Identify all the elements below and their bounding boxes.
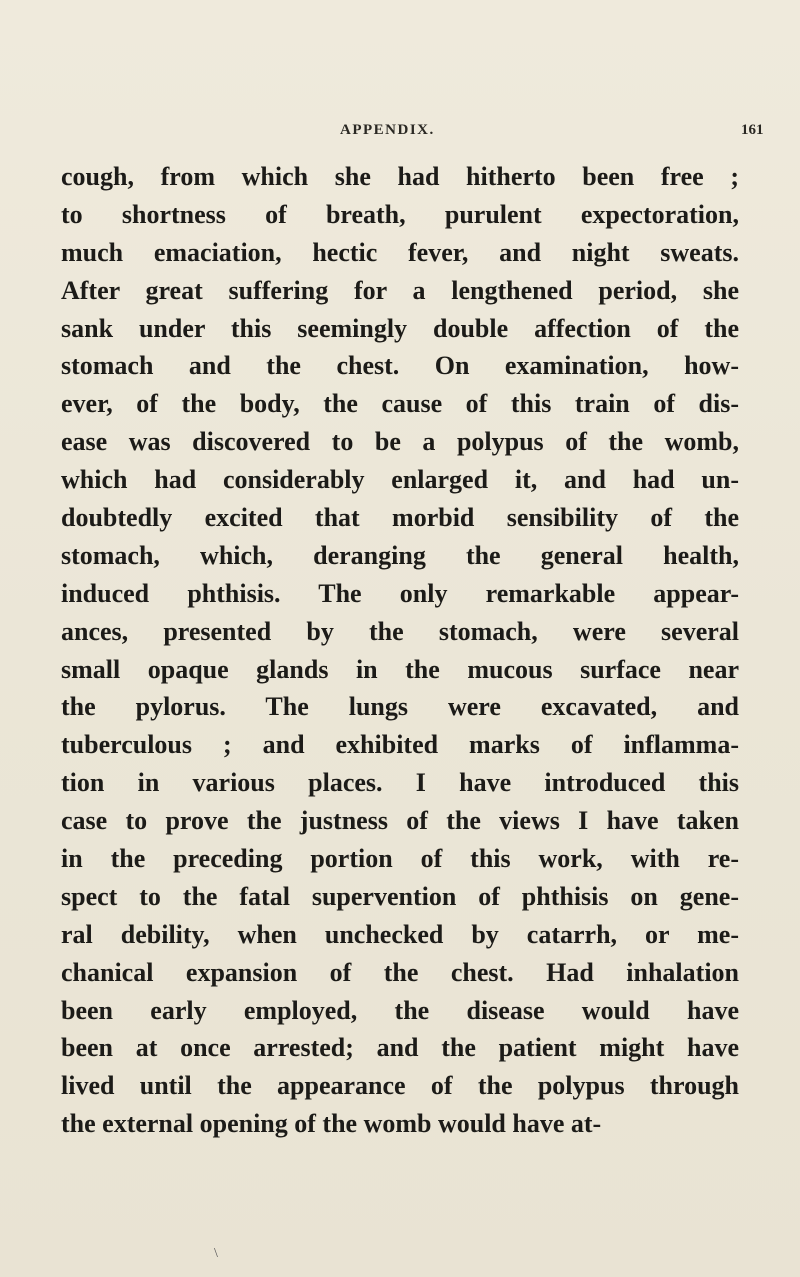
footer-mark: \ xyxy=(214,1246,218,1261)
text-line: chanical expansion of the chest. Had inhalation xyxy=(61,957,739,987)
text-line: ease was discovered to be a polypus of the womb, xyxy=(61,427,739,457)
text-line: to shortness of breath, purulent expectoration, xyxy=(61,199,739,229)
text-line: the external opening of the womb would have at- xyxy=(61,1109,602,1139)
text-line: tion in various places. I have introduced this xyxy=(61,768,739,798)
text-line: sank under this seemingly double affection of the xyxy=(61,313,739,343)
text-line: been early employed, the disease would have xyxy=(61,995,739,1025)
text-line: ances, presented by the stomach, were several xyxy=(61,616,739,646)
text-line: case to prove the justness of the views I have taken xyxy=(61,806,739,836)
text-line: doubtedly excited that morbid sensibility of the xyxy=(61,503,739,533)
page-number: 161 xyxy=(741,122,764,138)
text-line: ral debility, when unchecked by catarrh, or me- xyxy=(61,919,739,949)
text-line: induced phthisis. The only remarkable appear- xyxy=(61,578,739,608)
text-line: in the preceding portion of this work, with re- xyxy=(61,844,739,874)
text-line: After great suffering for a lengthened period, she xyxy=(61,275,739,305)
text-line: much emaciation, hectic fever, and night sweats. xyxy=(61,237,739,267)
text-line: spect to the fatal supervention of phthisis on gene- xyxy=(61,881,739,911)
text-line: the pylorus. The lungs were excavated, and xyxy=(61,692,739,722)
text-line: which had considerably enlarged it, and had un- xyxy=(61,465,739,495)
text-line: stomach, which, deranging the general health, xyxy=(61,540,739,570)
text-line: ever, of the body, the cause of this train of dis- xyxy=(61,389,739,419)
body-text xyxy=(61,158,739,1143)
running-head: APPENDIX. xyxy=(340,122,435,138)
page-header xyxy=(0,122,800,146)
text-line: cough, from which she had hitherto been free ; xyxy=(61,162,739,191)
text-line: small opaque glands in the mucous surface near xyxy=(61,654,739,684)
text-line: been at once arrested; and the patient might have xyxy=(61,1033,739,1063)
text-line: tuberculous ; and exhibited marks of inflamma- xyxy=(61,730,739,760)
text-line: lived until the appearance of the polypus through xyxy=(61,1071,739,1101)
text-line: stomach and the chest. On examination, how- xyxy=(61,351,739,381)
